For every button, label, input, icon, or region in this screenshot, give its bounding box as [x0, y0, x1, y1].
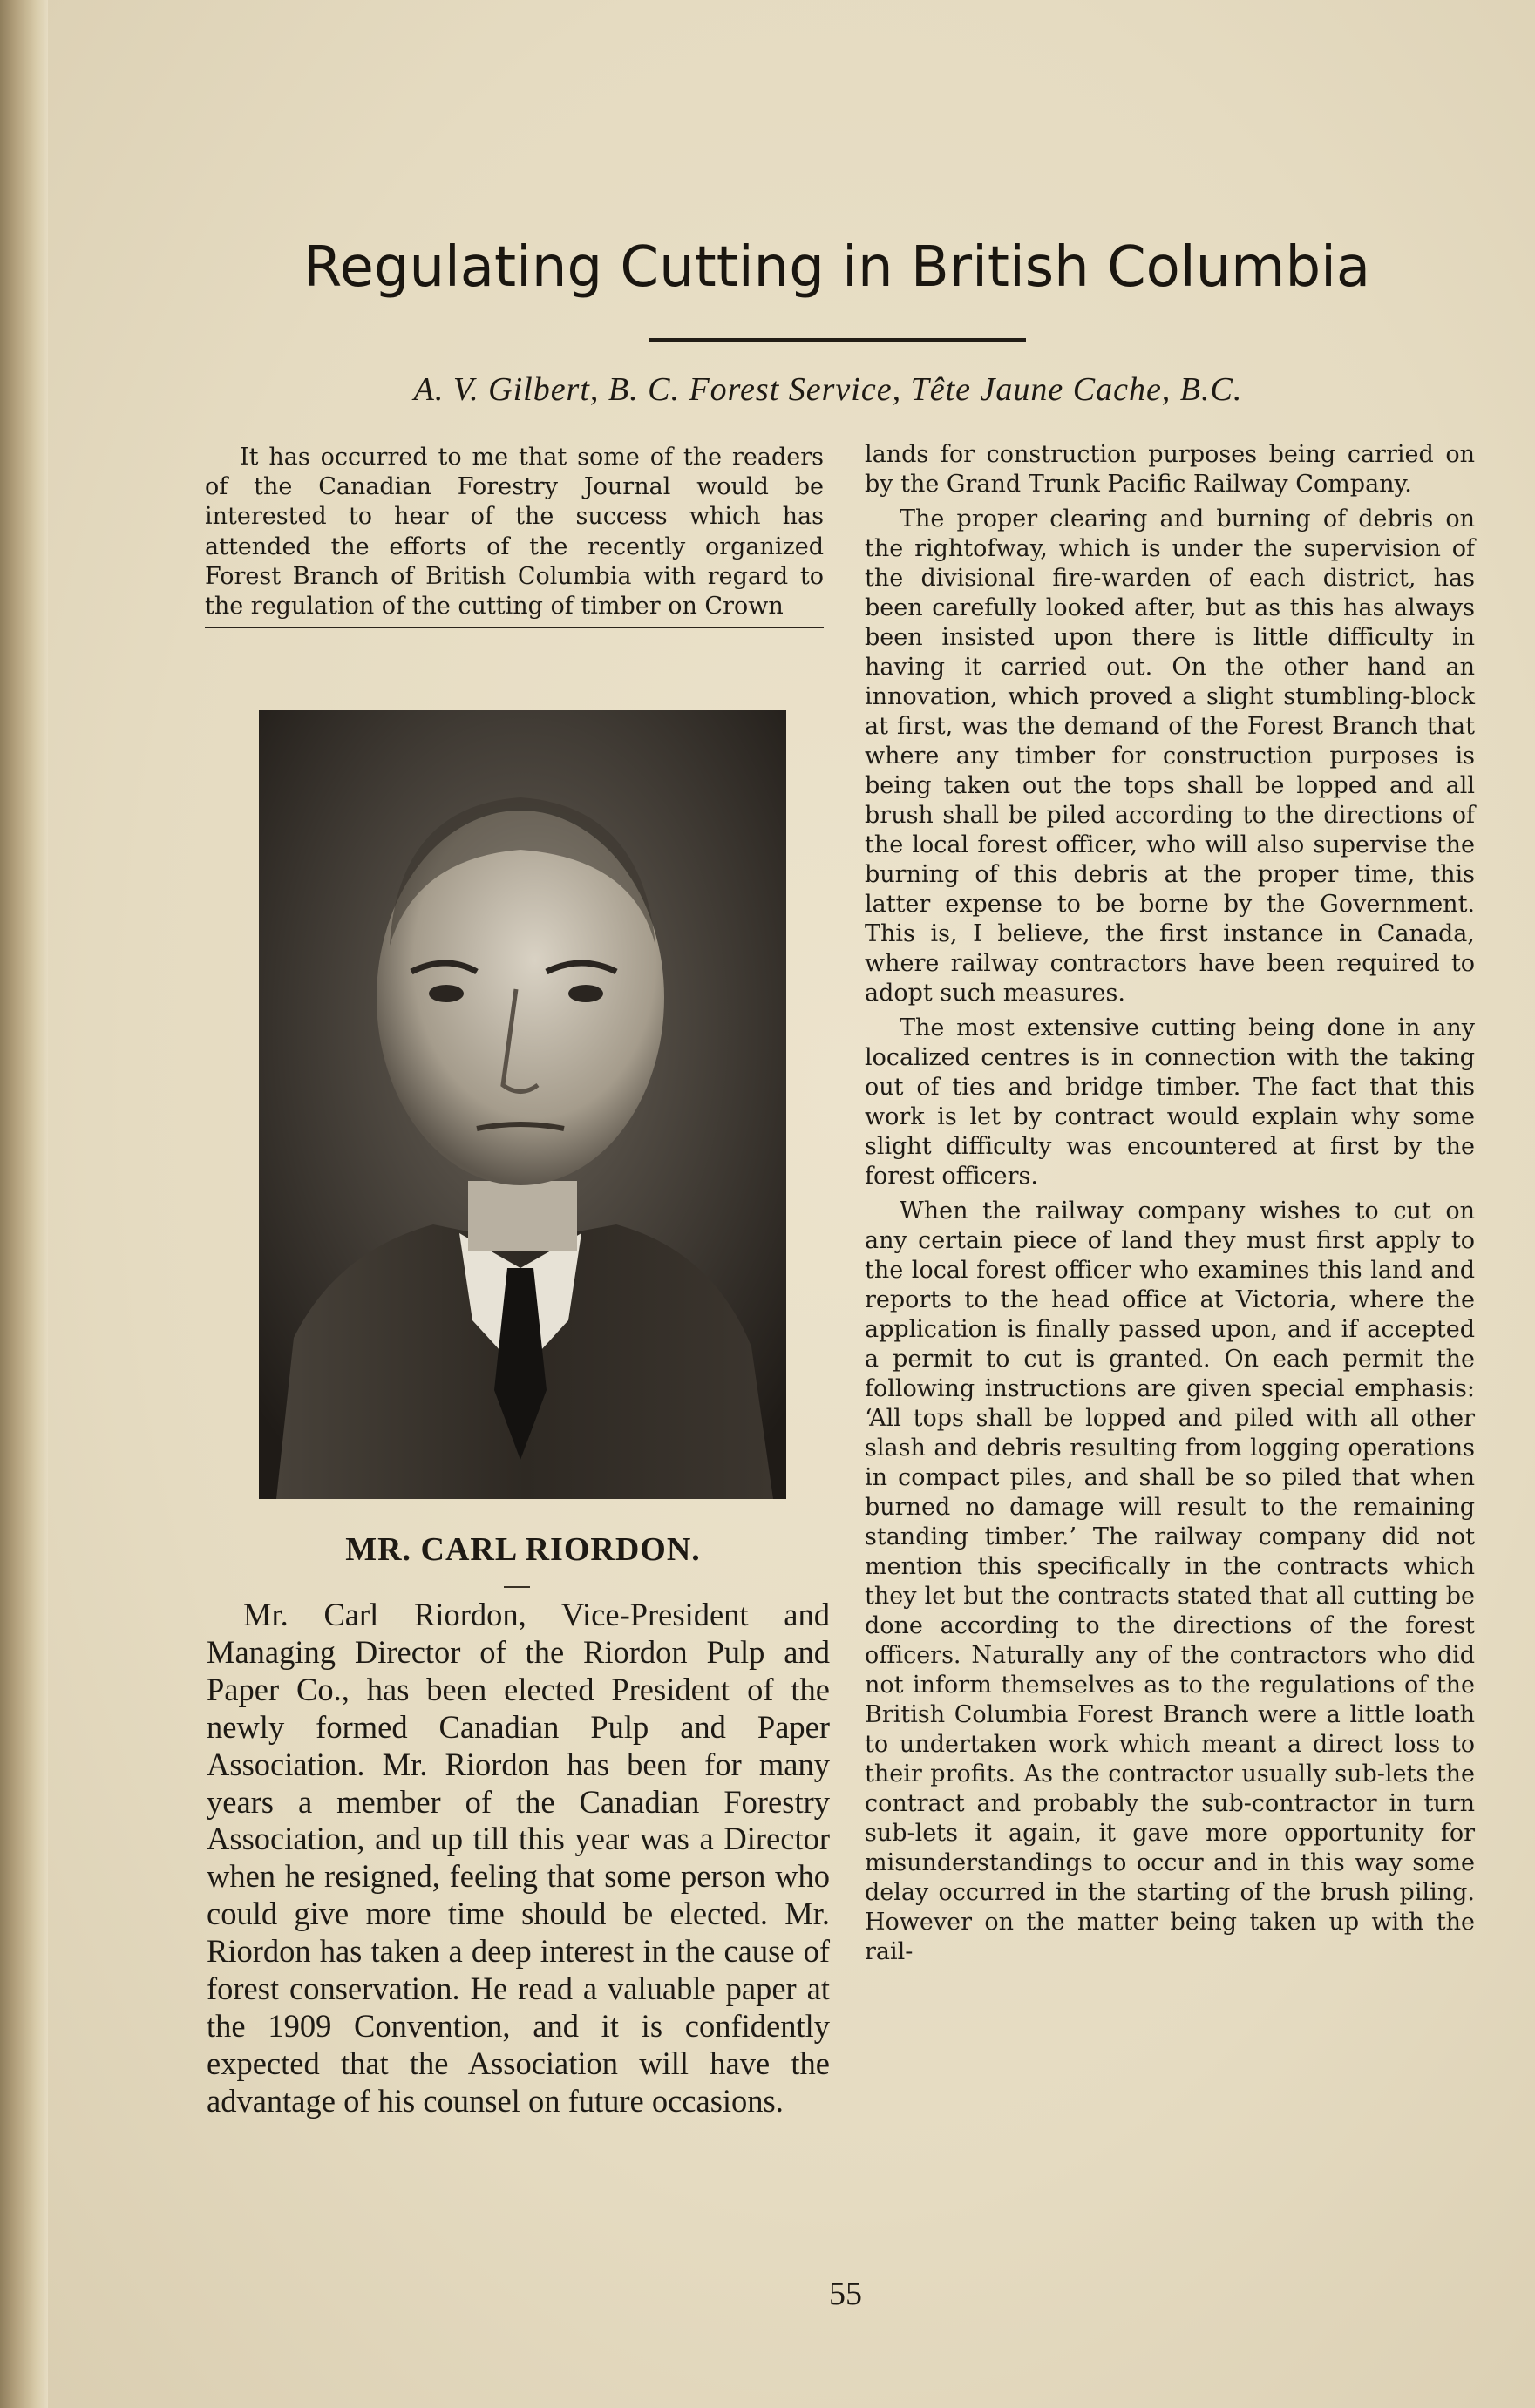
article-paragraph: lands for construction purposes being carried on by the Grand Trunk Pacific Railway Company.	[865, 441, 1475, 498]
photo-caption: MR. CARL RIORDON.	[345, 1531, 701, 1568]
intro-paragraph: It has occurred to me that some of the readers of the Canadian Forestry Journal would be interested to hear of the success which has attended the efforts of the recently organized Forest Branch of British Columbia with regard to the regulation of the cutting of timber on Crown	[205, 444, 824, 621]
page-number: 55	[829, 2276, 862, 2312]
article-title: Regulating Cutting in British Columbia	[302, 235, 1371, 300]
article-paragraph: When the railway company wishes to cut on any certain piece of land they must first apply to the local forest officer who examines this land and reports to the head office at Victoria, where the application is finally passed upon, and if accepted a permit to cut is granted. On each permit the following instructions are given special emphasis: ‘All tops shall be lopped and piled with all other slash and debris resulting from logging operations in compact piles, and shall be so piled that when burned no damage will result to the remaining standing timber.’ The railway company did not mention this specifically in the contracts which they let but the contracts stated that all cutting be done according to the directions of the forest officers. Naturally any of the contractors who did not inform themselves as to the regulations of the British Columbia Forest Branch were a little loath to undertaken work which meant a direct loss to their profits. As the contractor usually sub-lets the contract and probably the sub-contractor in turn sub-lets it again, it gave more opportunity for misunderstandings to occur and in this way some delay occurred in the starting of the brush piling. However on the matter being taken up with the rail-	[865, 1197, 1475, 1965]
article-right-column	[865, 440, 1475, 1972]
article-intro	[205, 443, 824, 628]
portrait-image	[259, 710, 786, 1499]
article-paragraph: The proper clearing and burning of debris on the rightofway, which is under the supervision of the divisional fire-warden of each district, has been carefully looked after, but as this has always been insisted upon there is little difficulty in having it carried out. On the other hand an innovation, which proved a slight stumbling-block at first, was the demand of the Forest Branch that where any timber for construction purposes is being taken out the tops shall be lopped and all brush shall be piled according to the directions of the local forest officer, who will also supervise the burning of this debris at the proper time, this latter expense to be borne by the Government. This is, I believe, the first instance in Canada, where railway contractors have been required to adopt such measures.	[865, 505, 1475, 1007]
article-paragraph: The most extensive cutting being done in any localized centres is in connection with the taking out of ties and bridge timber. The fact that this work is let by contract would explain why some slight difficulty was encountered at first by the forest officers.	[865, 1014, 1475, 1190]
riordon-bio: Mr. Carl Riordon, Vice-President and Managing Director of the Riordon Pulp and Paper Co., has been elected President of the newly formed Canadian Pulp and Paper Association. Mr. Riordon has been for many years a member of the Canadian Forestry Association, and up till this year was a Director when he resigned, feeling that some person who could give more time should be elected. Mr. Riordon has taken a deep interest in the cause of forest conservation. He read a valuable paper at the 1909 Convention, and it is confidently expected that the Association will have the advantage of his counsel on future occasions.	[207, 1597, 830, 2119]
caption-dash	[504, 1586, 530, 1588]
binding-gutter	[0, 0, 48, 2408]
title-rule	[649, 338, 1026, 342]
portrait-photo	[259, 710, 786, 1499]
article-byline: A. V. Gilbert, B. C. Forest Service, Tête Jaune Cache, B.C.	[413, 371, 1243, 408]
